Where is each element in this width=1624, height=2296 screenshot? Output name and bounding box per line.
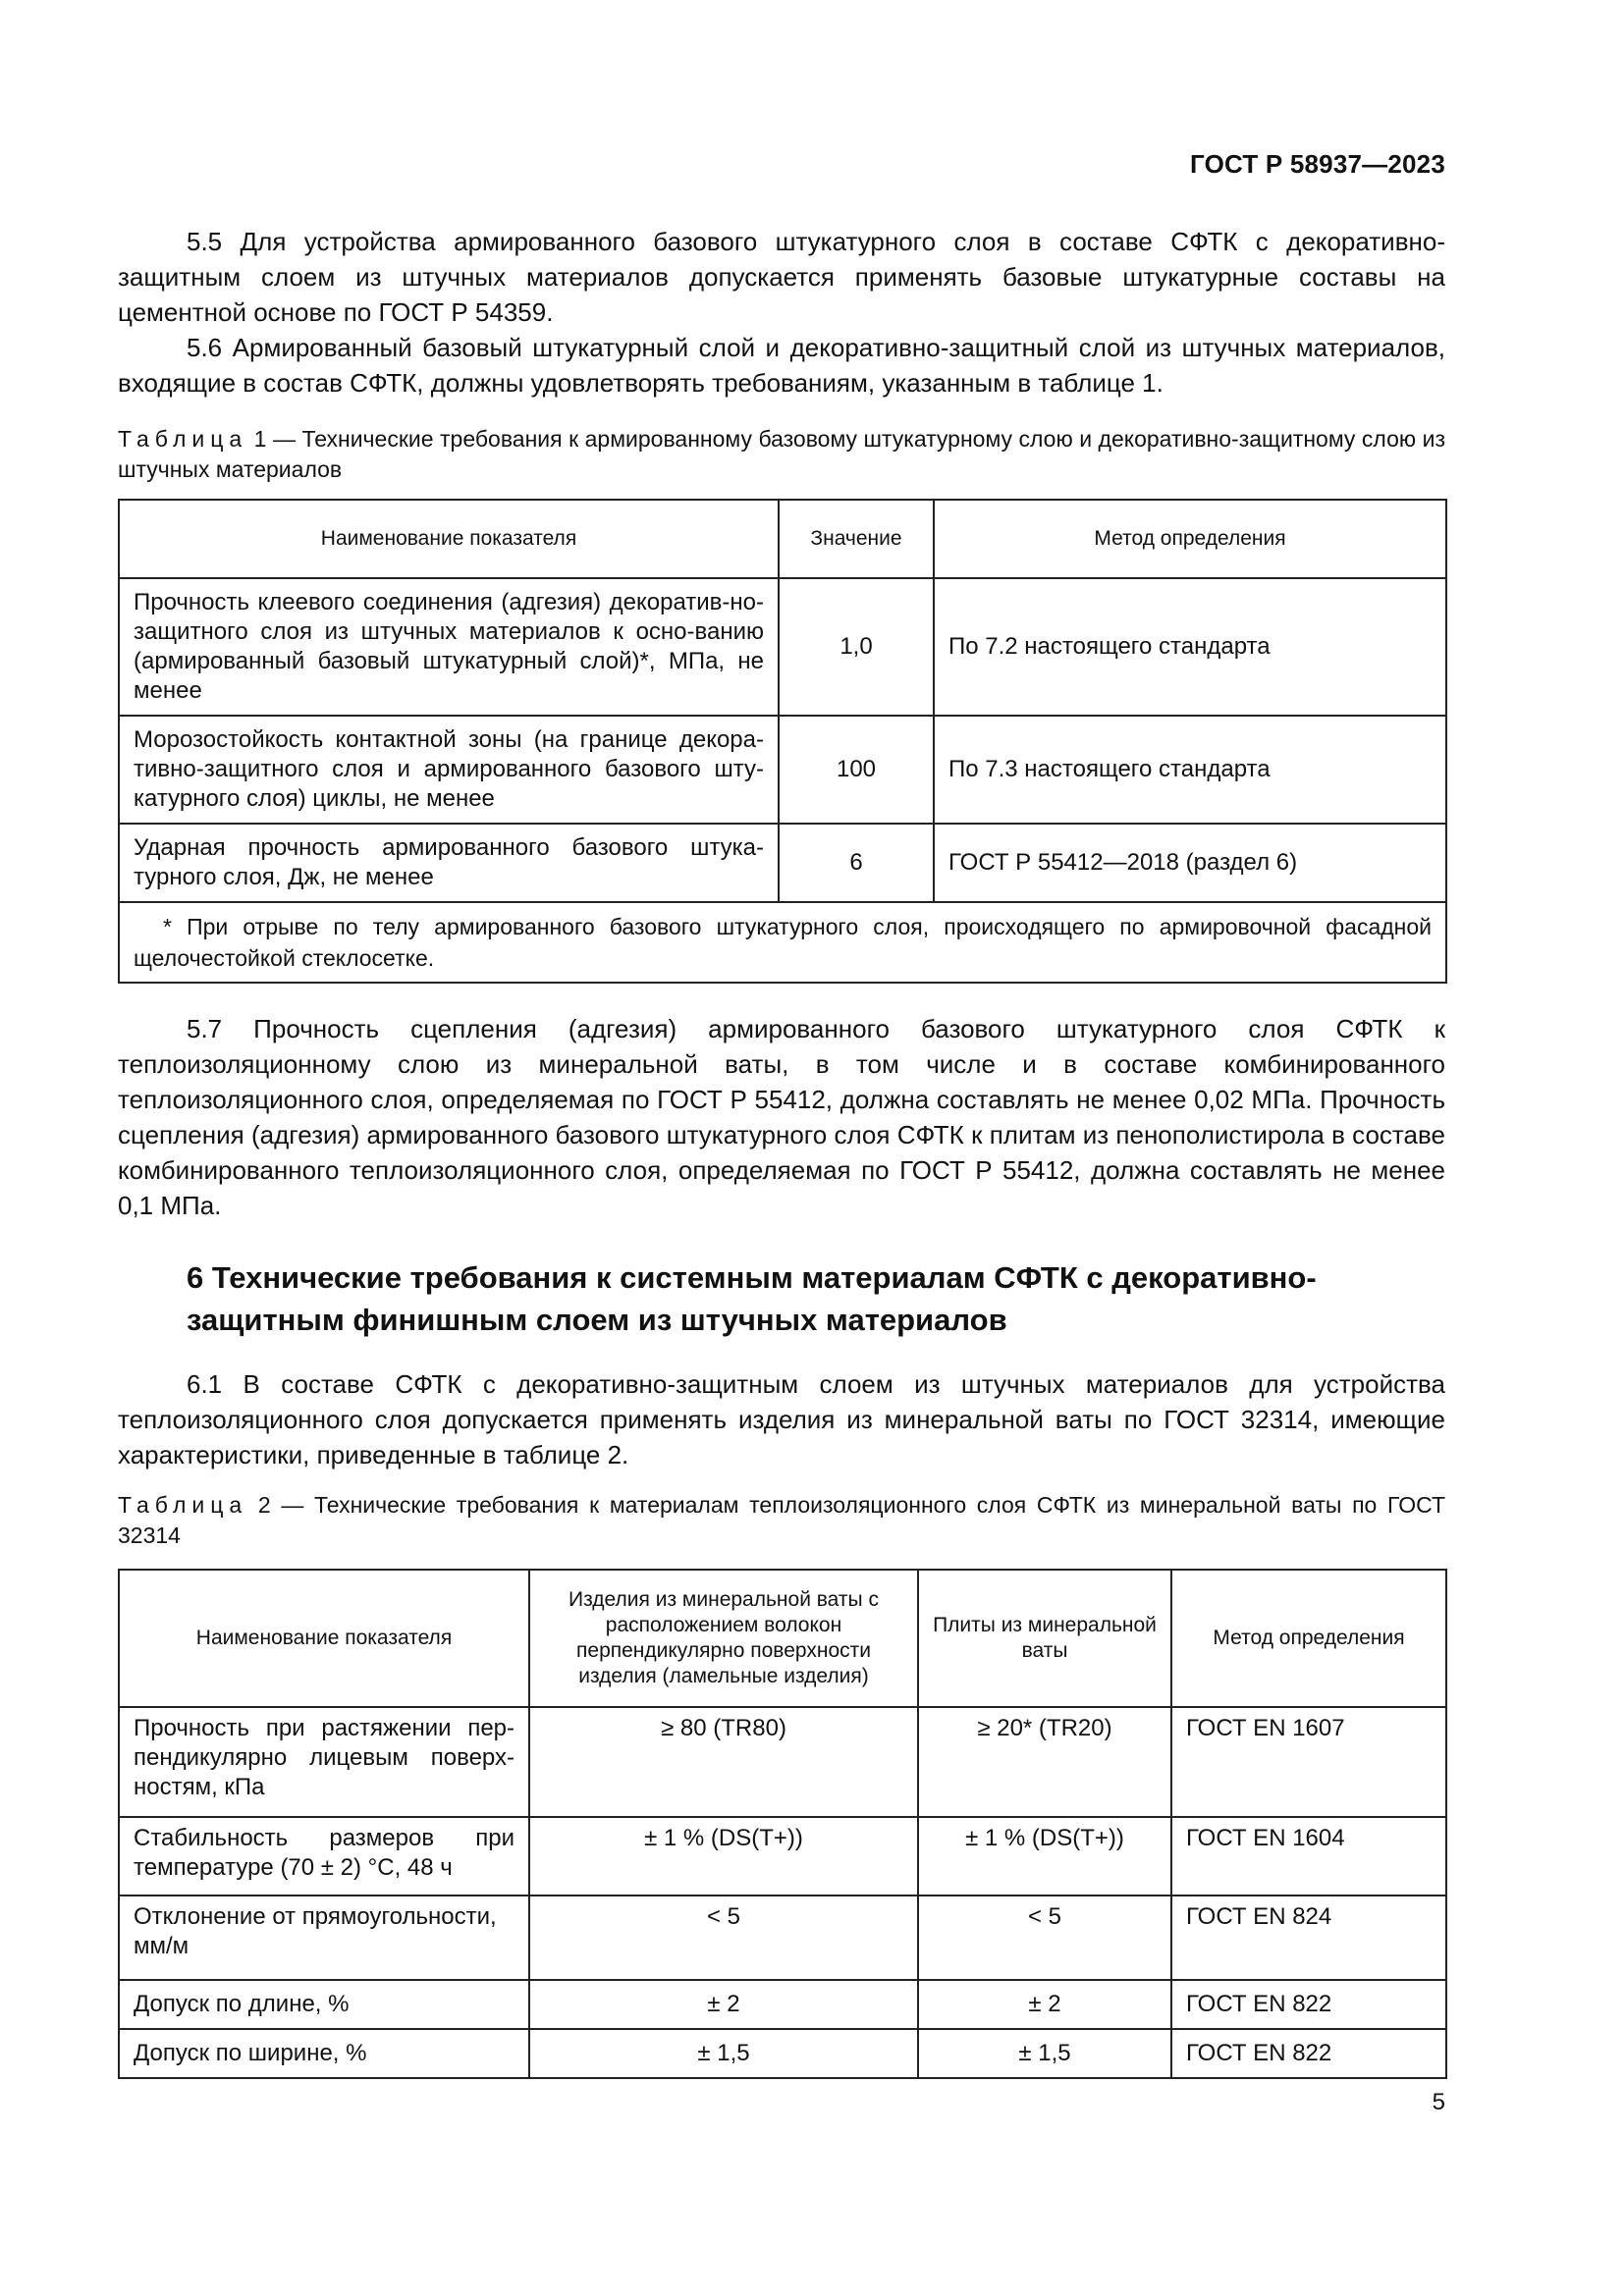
table-cell: Отклонение от прямоугольности, мм/м <box>119 1896 529 1980</box>
table-2-caption <box>118 1490 1445 1551</box>
table-row <box>119 2029 1446 2078</box>
table-row <box>119 1707 1446 1817</box>
table-cell: ± 2 <box>918 1980 1171 2029</box>
table-cell: ГОСТ EN 1604 <box>1171 1817 1446 1896</box>
table-cell: ± 1,5 <box>918 2029 1171 2078</box>
table-cell: Стабильность размеров при температуре (70 ± 2) °С, 48 ч <box>119 1817 529 1896</box>
table-cell: Допуск по ширине, % <box>119 2029 529 2078</box>
table-1 <box>118 499 1447 984</box>
table-cell: < 5 <box>529 1896 918 1980</box>
page-number: 5 <box>1432 2089 1445 2115</box>
table-cell: ГОСТ EN 824 <box>1171 1896 1446 1980</box>
table-row <box>119 1817 1446 1896</box>
table-row <box>119 578 1446 716</box>
paragraph-6-1: 6.1 В составе СФТК с декоративно-защитным слоем из штучных материалов для устройства теплоизоляционного слоя допускается применять изделия из минеральной ваты по ГОСТ 32314, имеющие характеристики, приведенные в таблице 2. <box>118 1369 1445 1469</box>
paragraph-5-7: 5.7 Прочность сцепления (адгезия) армированного базового штукатурного слоя СФТК к теплоизоляционному слою из минеральной ваты, в том числе и в составе комбинированного теплоизоляционного слоя, определяемая по ГОСТ Р 55412, должна составлять не менее 0,02 МПа. Прочность сцепления (адгезия) армированного базового штукатурного слоя СФТК к плитам из пенополистирола в составе комбинированного теплоизоляционного слоя, определяемая по ГОСТ Р 55412, должна составлять не менее 0,1 МПа. <box>118 1014 1445 1220</box>
table-cell: ГОСТ Р 55412—2018 (раздел 6) <box>934 824 1446 902</box>
table-cell: ГОСТ EN 822 <box>1171 1980 1446 2029</box>
table-1-caption-word: Таблица <box>118 426 248 452</box>
table-cell: ± 1,5 <box>529 2029 918 2078</box>
table-cell: По 7.2 настоящего стандарта <box>934 578 1446 716</box>
document-code-header: ГОСТ Р 58937—2023 <box>1190 149 1445 179</box>
table-cell: ≥ 20* (TR20) <box>918 1707 1171 1817</box>
table-1-footnote-row <box>119 902 1446 983</box>
table-cell: 100 <box>779 716 934 824</box>
table-cell: Прочность клеевого соединения (адгезия) декоратив-но-защитного слоя из штучных материалов к осно-ванию (армированный базовый штукатурный слой)*, МПа, не менее <box>119 578 779 716</box>
table-2-header-cell: Наименование показателя <box>119 1570 529 1707</box>
table-1-caption-text: 1 — Технические требования к армированному базовому штукатурному слою и декоративно-защитному слою из штучных материалов <box>118 426 1445 482</box>
table-cell: ГОСТ EN 1607 <box>1171 1707 1446 1817</box>
table-1-header-row <box>119 500 1446 578</box>
table-row <box>119 716 1446 824</box>
table-row <box>119 1980 1446 2029</box>
table-2-header-cell: Метод определения <box>1171 1570 1446 1707</box>
table-1-header-cell: Значение <box>779 500 934 578</box>
table-2 <box>118 1569 1447 2079</box>
table-1-footnote: * При отрыве по телу армированного базового штукатурного слоя, происходящего по армировочной фасадной щелочестойкой стеклосетке. <box>119 902 1446 983</box>
table-cell: Морозостойкость контактной зоны (на границе декора-тивно-защитного слоя и армированного базового шту-катурного слоя) циклы, не менее <box>119 716 779 824</box>
table-cell: ± 1 % (DS(T+)) <box>918 1817 1171 1896</box>
table-cell: ± 2 <box>529 1980 918 2029</box>
table-cell: Допуск по длине, % <box>119 1980 529 2029</box>
table-2-caption-text: 2 — Технические требования к материалам теплоизоляционного слоя СФТК из минеральной ваты по ГОСТ 32314 <box>118 1492 1445 1548</box>
table-cell: Ударная прочность армированного базового штука-турного слоя, Дж, не менее <box>119 824 779 902</box>
table-cell: 1,0 <box>779 578 934 716</box>
table-row <box>119 1896 1446 1980</box>
table-cell: 6 <box>779 824 934 902</box>
table-2-header-row <box>119 1570 1446 1707</box>
table-2-caption-word: Таблица <box>118 1492 248 1518</box>
table-2-header-cell: Изделия из минеральной ваты с расположением волокон перпендикулярно поверхности изделия (ламельные изделия) <box>529 1570 918 1707</box>
table-1-caption <box>118 424 1445 485</box>
table-cell: Прочность при растяжении пер-пендикулярно лицевым поверх-ностям, кПа <box>119 1707 529 1817</box>
table-cell: < 5 <box>918 1896 1171 1980</box>
section-6-heading: 6 Технические требования к системным материалам СФТК с декоративно-защитным финишным слоем из штучных материалов <box>187 1260 1317 1337</box>
table-1-header-cell: Наименование показателя <box>119 500 779 578</box>
table-cell: ≥ 80 (TR80) <box>529 1707 918 1817</box>
table-cell: ГОСТ EN 822 <box>1171 2029 1446 2078</box>
table-cell: ± 1 % (DS(T+)) <box>529 1817 918 1896</box>
table-cell: По 7.3 настоящего стандарта <box>934 716 1446 824</box>
table-1-header-cell: Метод определения <box>934 500 1446 578</box>
table-2-header-cell: Плиты из минеральной ваты <box>918 1570 1171 1707</box>
paragraph-5-6: 5.6 Армированный базовый штукатурный слой и декоративно-защитный слой из штучных материалов, входящие в состав СФТК, должны удовлетворять требованиям, указанным в таблице 1. <box>118 333 1445 398</box>
paragraph-5-5: 5.5 Для устройства армированного базового штукатурного слоя в составе СФТК с декоративно-защитным слоем из штучных материалов допускается применять базовые штукатурные составы на цементной основе по ГОСТ Р 54359. <box>118 227 1445 327</box>
table-row <box>119 824 1446 902</box>
